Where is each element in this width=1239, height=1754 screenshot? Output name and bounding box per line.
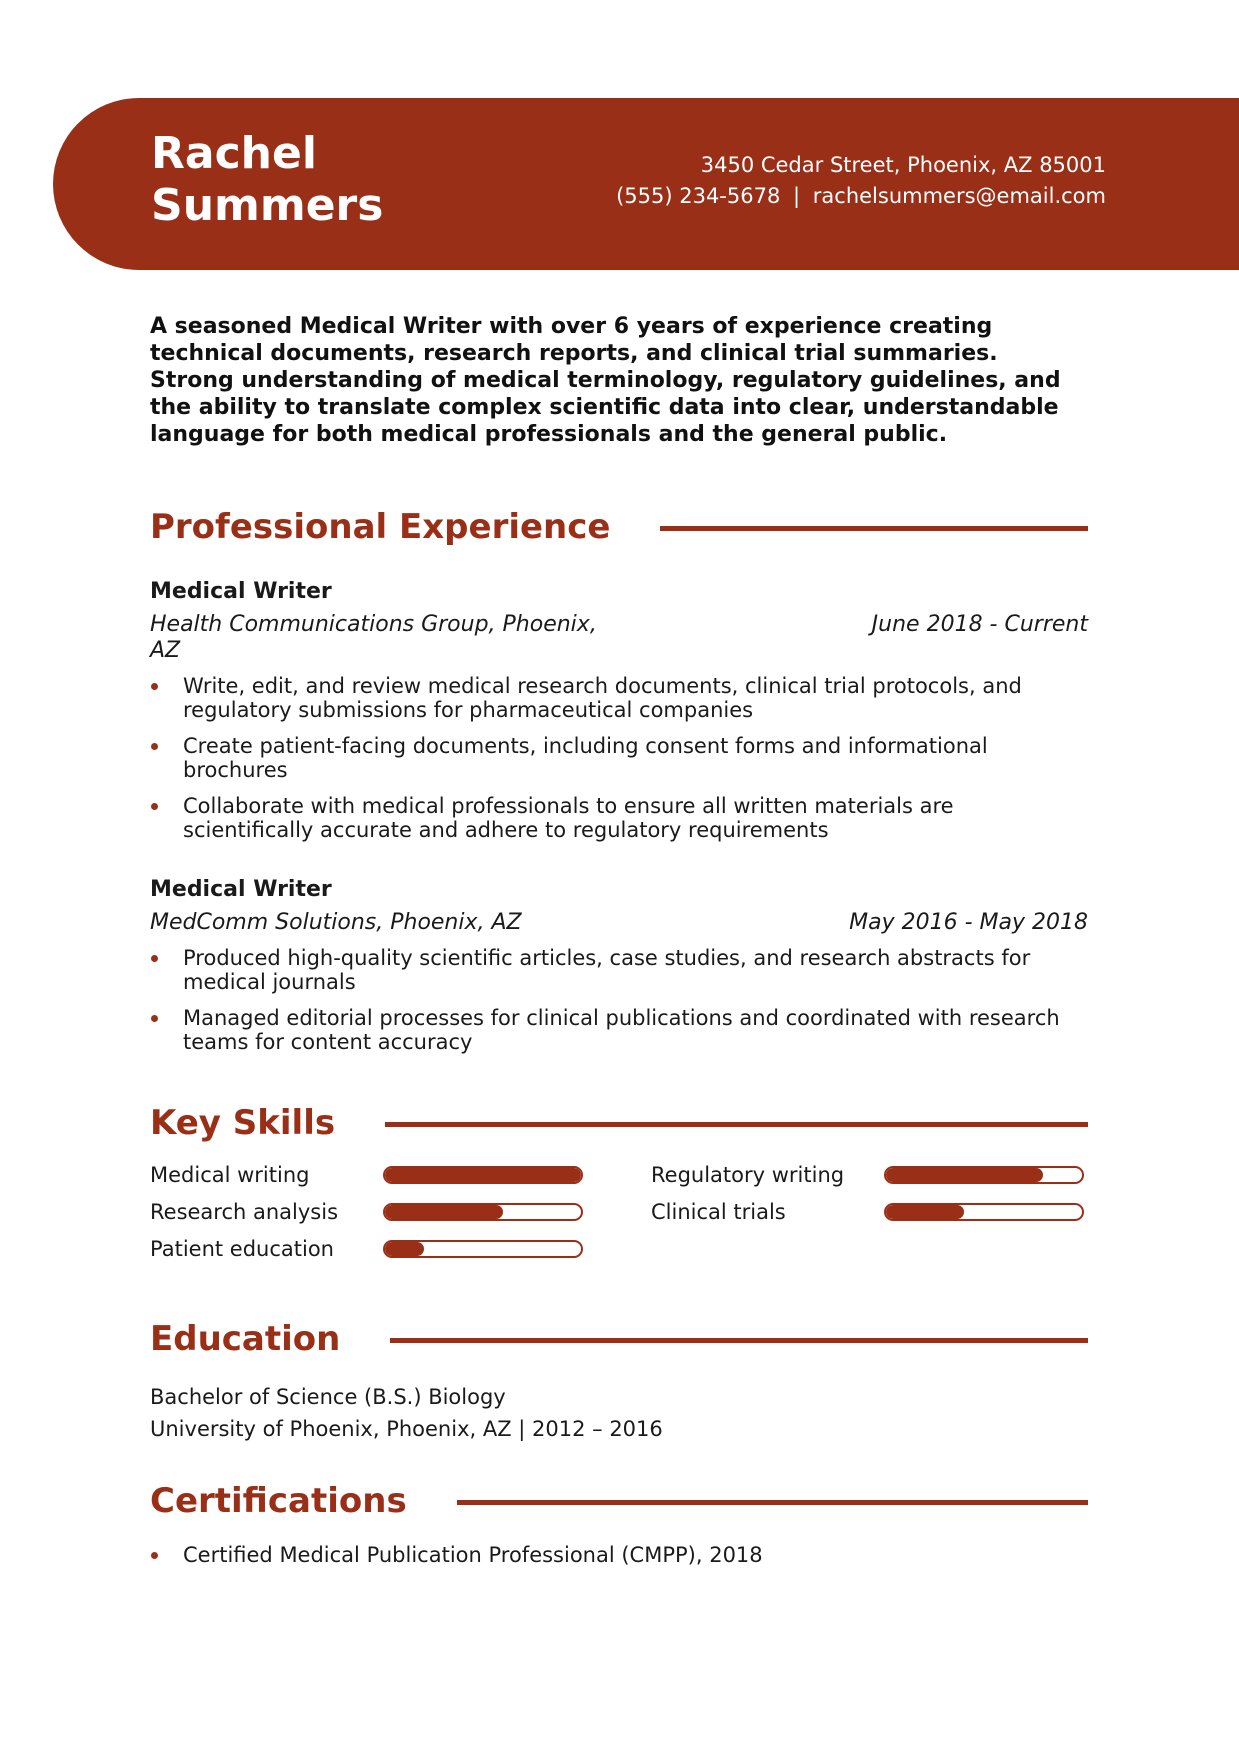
- section-skills: [150, 1101, 1088, 1145]
- job-entry: [150, 578, 1088, 854]
- education-school: University of Phoenix, Phoenix, AZ | 2012 – 2016: [150, 1417, 663, 1441]
- skill-item: [651, 1199, 1084, 1225]
- job-bullets: [150, 946, 1088, 1054]
- section-divider: [660, 526, 1088, 531]
- job-title: Medical Writer: [150, 579, 332, 604]
- list-item: Produced high-quality scientific articles, case studies, and research abstracts for medical journals: [150, 946, 1088, 994]
- bullet-dot-icon: [151, 803, 158, 810]
- skill-name: Clinical trials: [651, 1200, 786, 1224]
- skill-level-bar: [884, 1166, 1084, 1184]
- job-bullets: [150, 674, 1088, 842]
- skill-level-fill: [385, 1168, 581, 1182]
- job-dates: May 2016 - May 2018: [849, 910, 1088, 935]
- section-title-skills: Key Skills: [150, 1103, 336, 1143]
- section-divider: [385, 1122, 1088, 1127]
- skill-item: [150, 1162, 583, 1188]
- first-name: Rachel: [151, 128, 317, 179]
- bullet-dot-icon: [151, 743, 158, 750]
- email: rachelsummers@email.com: [812, 184, 1106, 208]
- header-banner: [53, 98, 1239, 270]
- job-entry: [150, 876, 1088, 1066]
- skill-item: [651, 1162, 1084, 1188]
- job-meta: [150, 910, 1088, 936]
- contact-info: [616, 150, 1106, 212]
- section-divider: [390, 1338, 1088, 1343]
- job-meta: [150, 612, 1088, 664]
- section-title-experience: Professional Experience: [150, 507, 611, 547]
- cert-bullets: [150, 1543, 1088, 1567]
- skill-level-bar: [884, 1203, 1084, 1221]
- job-company: MedComm Solutions, Phoenix, AZ: [150, 910, 522, 935]
- bullet-dot-icon: [151, 683, 158, 690]
- bullet-dot-icon: [151, 1552, 158, 1559]
- job-company: Health Communications Group, Phoenix, AZ: [150, 612, 597, 663]
- last-name: Summers: [151, 180, 384, 231]
- skill-level-bar: [383, 1240, 583, 1258]
- job-dates: June 2018 - Current: [871, 612, 1088, 637]
- section-title-education: Education: [150, 1319, 341, 1359]
- skill-level-bar: [383, 1166, 583, 1184]
- skill-level-fill: [886, 1168, 1043, 1182]
- education-degree: Bachelor of Science (B.S.) Biology: [150, 1385, 506, 1409]
- skills-grid: [150, 1162, 1088, 1282]
- address: 3450 Cedar Street, Phoenix, AZ 85001: [700, 153, 1106, 177]
- skill-name: Research analysis: [150, 1200, 339, 1224]
- job-title: Medical Writer: [150, 877, 332, 902]
- candidate-name: [151, 128, 383, 232]
- list-item: Collaborate with medical professionals to ensure all written materials are scientifically accurate and adhere to regulatory requirements: [150, 794, 1088, 842]
- skill-level-fill: [385, 1205, 503, 1219]
- section-divider: [457, 1500, 1088, 1505]
- list-item: Create patient-facing documents, including consent forms and informational brochures: [150, 734, 1088, 782]
- skill-level-fill: [385, 1242, 424, 1256]
- skill-name: Patient education: [150, 1237, 334, 1261]
- skill-item: [150, 1199, 583, 1225]
- bullet-dot-icon: [151, 1015, 158, 1022]
- section-certifications: [150, 1479, 1088, 1523]
- contact-separator: |: [793, 184, 801, 208]
- education-entry: [150, 1381, 663, 1445]
- list-item: Certified Medical Publication Professional (CMPP), 2018: [150, 1543, 1088, 1567]
- section-title-certifications: Certifications: [150, 1481, 407, 1521]
- skill-name: Medical writing: [150, 1163, 310, 1187]
- section-experience: [150, 505, 1088, 549]
- phone: (555) 234-5678: [616, 184, 781, 208]
- section-education: [150, 1317, 1088, 1361]
- list-item: Write, edit, and review medical research documents, clinical trial protocols, and regulatory submissions for pharmaceutical companies: [150, 674, 1088, 722]
- skill-item: [150, 1236, 583, 1262]
- certifications-list: [150, 1543, 1088, 1579]
- phone-email-line: [616, 181, 1106, 212]
- skill-level-fill: [886, 1205, 964, 1219]
- list-item: Managed editorial processes for clinical publications and coordinated with research teams for content accuracy: [150, 1006, 1088, 1054]
- professional-summary: A seasoned Medical Writer with over 6 years of experience creating technical documents, research reports, and clinical trial summaries. Strong understanding of medical terminology, regulatory guidelines, and the ability to translate complex scientific data into clear, understandable language for both medical professionals and the general public.: [150, 314, 1061, 447]
- bullet-dot-icon: [151, 955, 158, 962]
- skill-name: Regulatory writing: [651, 1163, 845, 1187]
- skill-level-bar: [383, 1203, 583, 1221]
